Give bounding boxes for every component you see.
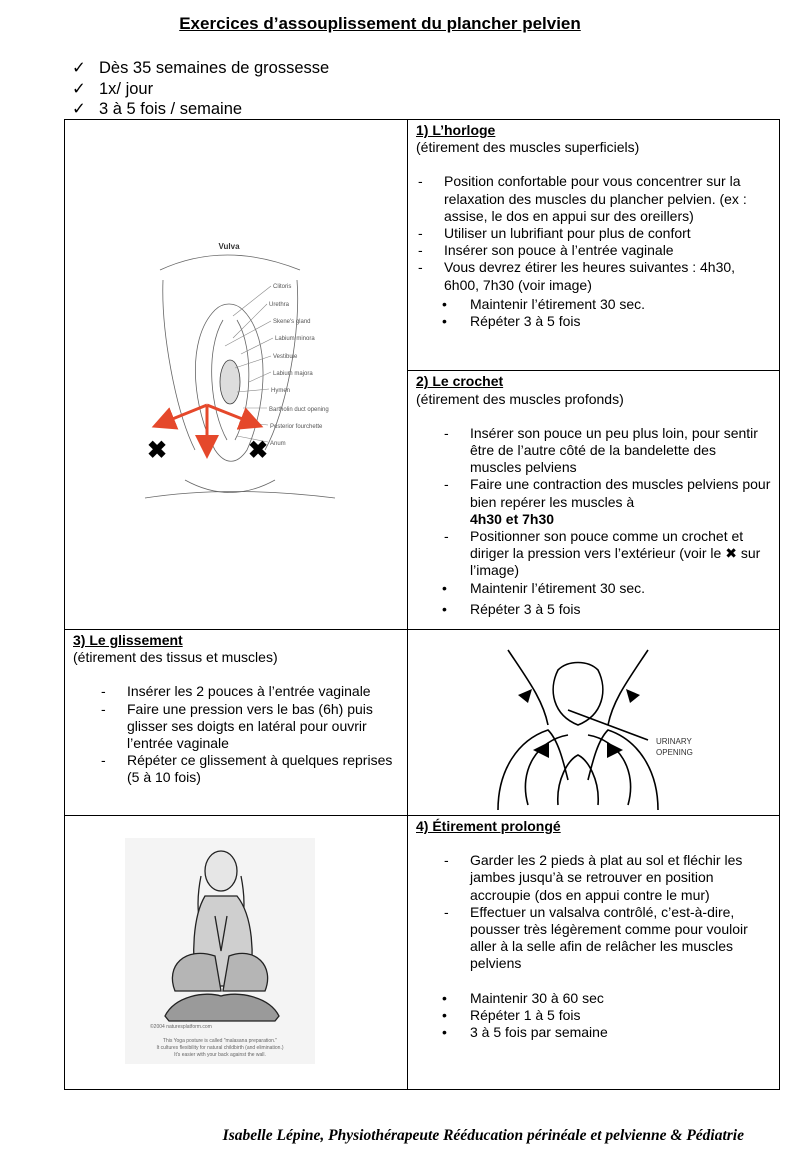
- list-item: - Insérer les 2 pouces à l’entrée vaginale: [73, 683, 399, 700]
- label-labium-minora: Labium minora: [275, 336, 315, 342]
- check-icon: ✓: [72, 59, 86, 77]
- list-item: - Insérer son pouce un peu plus loin, pour sentir être de l’autre côté de la bandelette des muscles pelviens: [416, 425, 771, 477]
- hands-illustration: [498, 650, 658, 810]
- label-anus: Anum: [270, 441, 286, 447]
- exercise-3-heading: 3) Le glissement: [73, 632, 183, 648]
- exercise-2-heading: 2) Le crochet: [416, 373, 504, 390]
- list-item: • Répéter 1 à 5 fois: [416, 1007, 771, 1024]
- list-item: - Répéter ce glissement à quelques reprises (5 à 10 fois): [73, 752, 399, 786]
- label-skenes-gland: Skene's gland: [273, 319, 311, 325]
- checklist-item: [72, 58, 329, 79]
- exercise-1-heading: 1) L’horloge: [416, 122, 496, 138]
- checklist: [72, 58, 329, 120]
- label-bartholin: Bartholin duct opening: [269, 407, 329, 413]
- label-labium-majora: Labium majora: [273, 371, 313, 377]
- list-item: • Répéter 3 à 5 fois: [416, 313, 771, 330]
- list-item: - Garder les 2 pieds à plat au sol et fléchir les jambes jusqu’à se retrouver en position accroupie (dos en appui contre le mur): [416, 852, 771, 904]
- hands-diagram-cell: [408, 630, 780, 816]
- exercise-3-cell: [65, 630, 408, 816]
- exercise-1-subtitle: (étirement des muscles superficiels): [416, 139, 640, 156]
- label-posterior-fourchette: Posterior fourchette: [270, 424, 323, 430]
- cross-icon: ✖: [725, 545, 737, 562]
- label-hymen: Hymen: [271, 388, 291, 394]
- checklist-text: 1x/ jour: [99, 79, 154, 98]
- list-item: • Maintenir l’étirement 30 sec.: [416, 296, 771, 313]
- checklist-text: Dès 35 semaines de grossesse: [99, 59, 330, 77]
- list-item: - Position confortable pour vous concentrer sur la relaxation des muscles du plancher pelvien. (ex : assise, le dos en appui sur des oreillers): [416, 173, 771, 225]
- exercise-2-subtitle: (étirement des muscles profonds): [416, 390, 624, 407]
- item-text: Positionner son pouce comme un crochet et diriger la pression vers l’extérieur (voir le: [470, 528, 744, 562]
- list-item: [416, 476, 771, 528]
- exercise-3-subtitle: (étirement des tissus et muscles): [73, 649, 278, 666]
- vulva-labels: [269, 284, 329, 447]
- exercise-4-cell: [408, 816, 780, 1090]
- checklist-text: 3 à 5 fois / semaine: [99, 100, 243, 118]
- item-bold-text: 4h30 et 7h30: [470, 510, 555, 527]
- yoga-caption-line: It cultures flexibility for natural childbirth (and elimination.): [156, 1045, 284, 1051]
- vulva-title: Vulva: [218, 242, 240, 251]
- list-item: - Utiliser un lubrifiant pour plus de confort: [416, 225, 771, 242]
- yoga-caption-line: It's easier with your back against the wall.: [174, 1052, 266, 1058]
- list-item: [416, 528, 771, 580]
- check-icon: ✓: [72, 79, 86, 98]
- list-item: • 3 à 5 fois par semaine: [416, 1024, 771, 1041]
- exercise-4-heading: 4) Étirement prolongé: [416, 818, 561, 834]
- list-item: • Répéter 3 à 5 fois: [416, 601, 771, 618]
- yoga-image-cell: [65, 816, 408, 1090]
- list-item: - Effectuer un valsalva contrôlé, c’est-à-dire, pousser très légèrement comme pour vouloir aller à la selle afin de relâcher les muscles pelviens: [416, 904, 771, 973]
- yoga-illustration: [65, 816, 407, 1084]
- list-item: • Maintenir l’étirement 30 sec.: [416, 580, 771, 597]
- list-item: - Insérer son pouce à l’entrée vaginale: [416, 242, 771, 259]
- list-item: - Faire une pression vers le bas (6h) puis glisser ses doigts en latéral pour ouvrir l’entrée vaginale: [73, 701, 399, 753]
- pressure-arrows: [518, 689, 640, 758]
- page-title: Exercices d’assouplissement du plancher pelvien: [179, 14, 581, 33]
- yoga-caption-line: This Yoga posture is called "malasana preparation.": [162, 1038, 278, 1044]
- item-text: Faire une contraction des muscles pelviens pour bien repérer les muscles à: [470, 476, 771, 510]
- checklist-item: [72, 79, 329, 100]
- item-text: sur l’image): [470, 545, 761, 579]
- exercise-table: [64, 119, 780, 1090]
- list-item: • Maintenir 30 à 60 sec: [416, 990, 771, 1007]
- checklist-item: [72, 99, 329, 120]
- opening-label: OPENING: [656, 748, 693, 757]
- label-urethra: Urethra: [269, 302, 290, 308]
- yoga-credit: ©2004 naturesplatform.com: [150, 1024, 212, 1030]
- vulva-diagram-cell: [65, 120, 408, 630]
- list-item: - Vous devrez étirer les heures suivantes : 4h30, 6h00, 7h30 (voir image): [416, 259, 771, 293]
- label-vestibule: Vestibule: [273, 354, 298, 360]
- cross-mark-right: ✖: [247, 437, 269, 464]
- exercise-1-cell: [408, 120, 780, 371]
- check-icon: ✓: [72, 100, 86, 118]
- vulva-diagram: [65, 120, 407, 624]
- exercise-2-cell: [408, 371, 780, 630]
- cross-mark-left: ✖: [146, 437, 168, 464]
- label-clitoris: Clitoris: [273, 284, 292, 290]
- footer-signature: Isabelle Lépine, Physiothérapeute Rééducation périnéale et pelvienne & Pédiatrie: [222, 1127, 744, 1144]
- urinary-label: URINARY: [656, 737, 692, 746]
- hands-diagram: [408, 630, 780, 810]
